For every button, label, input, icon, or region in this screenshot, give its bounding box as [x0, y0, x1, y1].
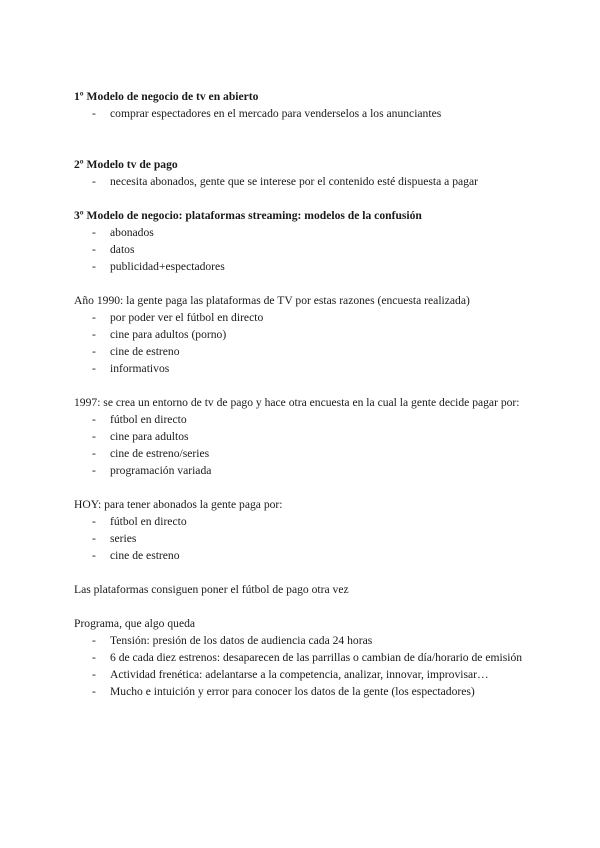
list-item: - publicidad+espectadores: [74, 258, 528, 275]
bullet-list: [74, 105, 528, 122]
list-item: - 6 de cada diez estrenos: desaparecen de las parrillas o cambian de día/horario de emisión: [74, 649, 528, 666]
list-item: - fútbol en directo: [74, 411, 528, 428]
bullet-list: [74, 309, 528, 377]
paragraph: Año 1990: la gente paga las plataformas de TV por estas razones (encuesta realizada): [74, 294, 470, 307]
bullet-list: [74, 513, 528, 564]
list-item: - informativos: [74, 360, 528, 377]
list-item: - abonados: [74, 224, 528, 241]
list-item: - Mucho e intuición y error para conocer los datos de la gente (los espectadores): [74, 683, 528, 700]
list-item: - cine de estreno: [74, 547, 528, 564]
list-item: - series: [74, 530, 528, 547]
list-item: - cine de estreno: [74, 343, 528, 360]
paragraph: HOY: para tener abonados la gente paga por:: [74, 498, 283, 511]
list-item: - Actividad frenética: adelantarse a la competencia, analizar, innovar, improvisar…: [74, 666, 528, 683]
paragraph: Las plataformas consiguen poner el fútbol de pago otra vez: [74, 583, 349, 596]
list-item: - por poder ver el fútbol en directo: [74, 309, 528, 326]
list-item: - cine para adultos (porno): [74, 326, 528, 343]
bullet-list: [74, 632, 528, 700]
bullet-list: [74, 224, 528, 275]
list-item: - fútbol en directo: [74, 513, 528, 530]
bullet-list: [74, 411, 528, 479]
section-heading: 1º Modelo de negocio de tv en abierto: [74, 90, 259, 103]
list-item: - datos: [74, 241, 528, 258]
paragraph: 1997: se crea un entorno de tv de pago y hace otra encuesta en la cual la gente decide pagar por:: [74, 396, 520, 409]
bullet-list: [74, 173, 528, 190]
list-item: - necesita abonados, gente que se interese por el contenido esté dispuesta a pagar: [74, 173, 528, 190]
list-item: - cine para adultos: [74, 428, 528, 445]
list-item: - programación variada: [74, 462, 528, 479]
list-item: - cine de estreno/series: [74, 445, 528, 462]
list-item: - Tensión: presión de los datos de audiencia cada 24 horas: [74, 632, 528, 649]
section-heading: 2º Modelo tv de pago: [74, 158, 178, 171]
section-heading: 3º Modelo de negocio: plataformas streaming: modelos de la confusión: [74, 209, 422, 222]
document-body: [74, 88, 528, 700]
paragraph: Programa, que algo queda: [74, 617, 196, 630]
list-item: - comprar espectadores en el mercado para venderselos a los anunciantes: [74, 105, 528, 122]
